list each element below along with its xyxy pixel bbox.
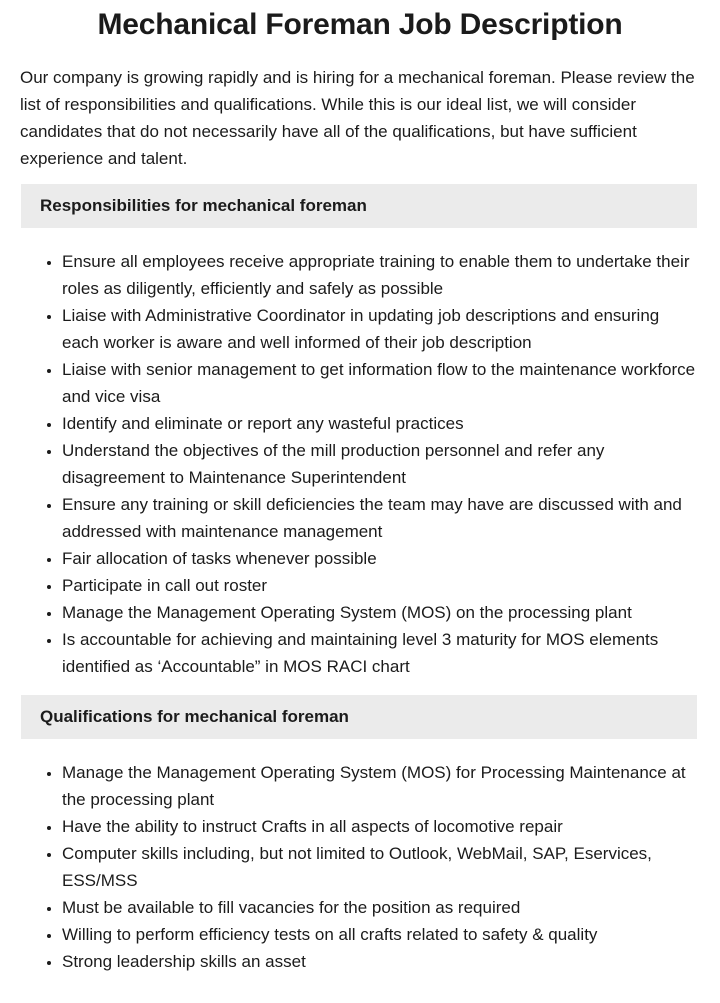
- responsibilities-list: [0, 248, 700, 680]
- qualifications-section-header: [21, 695, 697, 739]
- responsibility-list-item: • Ensure any training or skill deficiencies the team may have are discussed with and addressed with maintenance management: [62, 491, 700, 545]
- qualification-list-item: • Strong leadership skills an asset: [62, 948, 700, 975]
- responsibilities-section-header: [21, 184, 697, 228]
- intro-paragraph: Our company is growing rapidly and is hiring for a mechanical foreman. Please review the list of responsibilities and qualifications. While this is our ideal list, we will consider candidates that do not necessarily have all of the qualifications, but have sufficient experience and talent.: [20, 68, 695, 168]
- responsibility-list-item: • Liaise with senior management to get information flow to the maintenance workforce and vice visa: [62, 356, 700, 410]
- page-title: Mechanical Foreman Job Description: [97, 8, 623, 41]
- qualification-list-item: • Must be available to fill vacancies for the position as required: [62, 894, 700, 921]
- qualification-list-item: • Willing to perform efficiency tests on all crafts related to safety & quality: [62, 921, 700, 948]
- responsibility-list-item: • Understand the objectives of the mill production personnel and refer any disagreement to Maintenance Superintendent: [62, 437, 700, 491]
- qualification-list-item: • Manage the Management Operating System (MOS) for Processing Maintenance at the processing plant: [62, 759, 700, 813]
- responsibility-list-item: • Manage the Management Operating System (MOS) on the processing plant: [62, 599, 700, 626]
- responsibility-list-item: • Is accountable for achieving and maintaining level 3 maturity for MOS elements identified as ‘Accountable” in MOS RACI chart: [62, 626, 700, 680]
- responsibility-list-item: • Identify and eliminate or report any wasteful practices: [62, 410, 700, 437]
- qualifications-list: [0, 759, 700, 975]
- qualification-list-item: • Have the ability to instruct Crafts in all aspects of locomotive repair: [62, 813, 700, 840]
- responsibility-list-item: • Participate in call out roster: [62, 572, 700, 599]
- responsibility-list-item: • Liaise with Administrative Coordinator in updating job descriptions and ensuring each worker is aware and well informed of their job description: [62, 302, 700, 356]
- qualifications-section-heading-text: Qualifications for mechanical foreman: [40, 707, 349, 726]
- responsibility-list-item: • Fair allocation of tasks whenever possible: [62, 545, 700, 572]
- qualification-list-item: • Computer skills including, but not limited to Outlook, WebMail, SAP, Eservices, ESS/MSS: [62, 840, 700, 894]
- responsibility-list-item: • Ensure all employees receive appropriate training to enable them to undertake their roles as diligently, efficiently and safely as possible: [62, 248, 700, 302]
- responsibilities-section-heading-text: Responsibilities for mechanical foreman: [40, 196, 367, 215]
